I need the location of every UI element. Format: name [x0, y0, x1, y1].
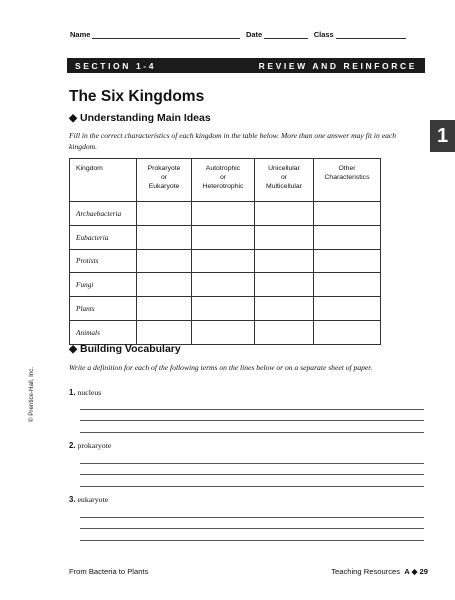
vocabulary-instructions: Write a definition for each of the following terms on the lines below or on a separate sheet of paper.: [69, 363, 373, 372]
answer-line[interactable]: [80, 517, 424, 518]
answer-cell[interactable]: [255, 297, 314, 321]
table-header: Prokaryote or Eukaryote: [137, 159, 192, 202]
table-header: Unicellular or Multicellular: [255, 159, 314, 202]
answer-line[interactable]: [80, 540, 424, 541]
answer-cell[interactable]: [192, 297, 255, 321]
answer-cell[interactable]: [192, 320, 255, 344]
answer-cell[interactable]: [314, 225, 381, 249]
section-bar: [67, 58, 425, 73]
page-number: A ◆ 29: [404, 567, 428, 576]
kingdom-name: Animals: [70, 320, 137, 344]
term-3: 3. eukaryote: [69, 495, 109, 504]
footer-page-ref: [331, 567, 428, 576]
date-line: [264, 30, 308, 39]
table-row: [70, 273, 381, 297]
answer-line[interactable]: [80, 420, 424, 421]
answer-cell[interactable]: [255, 320, 314, 344]
term-label: nucleus: [77, 388, 102, 397]
answer-cell[interactable]: [255, 225, 314, 249]
table-row: [70, 225, 381, 249]
table-header: Kingdom: [70, 159, 137, 202]
class-label: Class: [313, 30, 334, 39]
kingdom-name: Plants: [70, 297, 137, 321]
answer-cell[interactable]: [137, 320, 192, 344]
answer-cell[interactable]: [137, 297, 192, 321]
vocabulary-heading: ◆ Building Vocabulary: [69, 343, 181, 355]
answer-cell[interactable]: [192, 273, 255, 297]
term-2: 2. prokaryote: [69, 441, 112, 450]
footer-book-title: From Bacteria to Plants: [69, 567, 149, 576]
copyright-notice: © Prentice-Hall, Inc.: [28, 366, 35, 422]
kingdom-name: Protists: [70, 249, 137, 273]
page-title: The Six Kingdoms: [69, 88, 205, 105]
main-ideas-heading: ◆ Understanding Main Ideas: [69, 112, 211, 124]
answer-cell[interactable]: [192, 225, 255, 249]
footer-resource: Teaching Resources: [331, 567, 401, 576]
term-label: prokaryote: [77, 441, 112, 450]
answer-cell[interactable]: [314, 202, 381, 226]
term-1: 1. nucleus: [69, 388, 102, 397]
answer-cell[interactable]: [314, 297, 381, 321]
kingdoms-table: [69, 158, 381, 345]
answer-line[interactable]: [80, 528, 424, 529]
answer-cell[interactable]: [192, 202, 255, 226]
chapter-tab: 1: [430, 120, 455, 152]
answer-cell[interactable]: [255, 249, 314, 273]
answer-cell[interactable]: [314, 320, 381, 344]
name-line: [92, 30, 240, 39]
answer-cell[interactable]: [255, 202, 314, 226]
name-label: Name: [70, 30, 91, 39]
answer-line[interactable]: [80, 432, 424, 433]
answer-line[interactable]: [80, 409, 424, 410]
answer-cell[interactable]: [137, 225, 192, 249]
answer-cell[interactable]: [192, 249, 255, 273]
table-row: [70, 320, 381, 344]
table-row: [70, 202, 381, 226]
date-label: Date: [245, 30, 263, 39]
answer-cell[interactable]: [137, 249, 192, 273]
answer-cell[interactable]: [255, 273, 314, 297]
kingdom-name: Archaebacteria: [70, 202, 137, 226]
main-ideas-instructions: Fill in the correct characteristics of each kingdom in the table below. More than one answer may fit in each kingdom.: [69, 131, 397, 151]
table-header-row: [70, 159, 381, 202]
answer-line[interactable]: [80, 474, 424, 475]
answer-cell[interactable]: [314, 249, 381, 273]
answer-line[interactable]: [80, 463, 424, 464]
term-label: eukaryote: [77, 495, 109, 504]
table-row: [70, 249, 381, 273]
table-row: [70, 297, 381, 321]
class-line: [336, 30, 406, 39]
kingdom-name: Eubacteria: [70, 225, 137, 249]
answer-line[interactable]: [80, 486, 424, 487]
section-number: SECTION 1-4: [75, 60, 157, 71]
answer-cell[interactable]: [137, 202, 192, 226]
table-header: Autotrophic or Heterotrophic: [192, 159, 255, 202]
answer-cell[interactable]: [314, 273, 381, 297]
section-type: REVIEW AND REINFORCE: [258, 60, 417, 71]
header-fields: [70, 30, 430, 39]
kingdom-name: Fungi: [70, 273, 137, 297]
table-header: Other Characteristics: [314, 159, 381, 202]
answer-cell[interactable]: [137, 273, 192, 297]
